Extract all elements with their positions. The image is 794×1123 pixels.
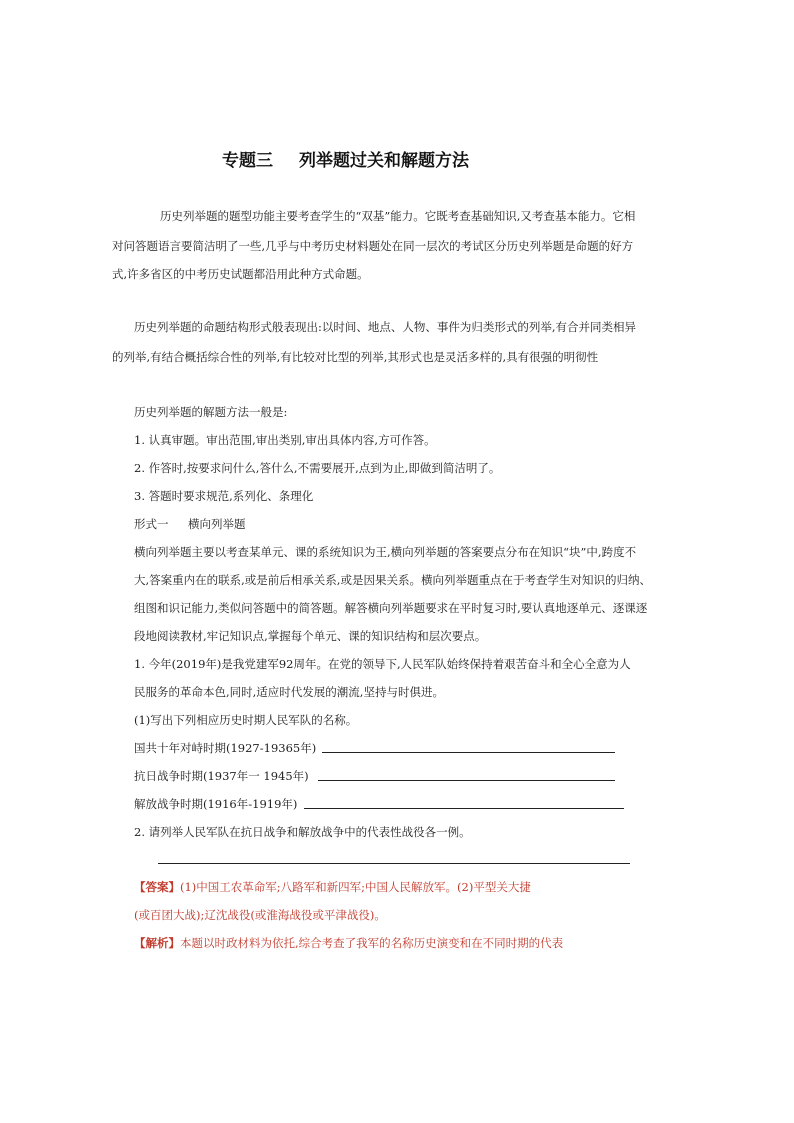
- intro-p2-line2: 的列举,有结合概括综合性的列举,有比较对比型的列举,其形式也是灵活多样的,具有很强的明彻性: [112, 350, 599, 364]
- intro-p1-line2: 对问答题语言要简洁明了一些,几乎与中考历史材料题处在同一层次的考试区分历史列举题是命题的好方: [112, 239, 634, 253]
- form1-label: 形式一: [134, 517, 169, 531]
- answer-tag: 【答案】: [134, 880, 180, 894]
- intro-p2-line1: 历史列举题的命题结构形式般表现出:以时间、地点、人物、事件为归类形式的列举,有合并同类相异: [134, 320, 637, 334]
- analysis-text: 本题以时政材料为依托,综合考查了我军的名称历史演变和在不同时期的代表: [180, 936, 564, 950]
- answer-text-1: (1)中国工农革命军;八路军和新四军;中国人民解放军。(2)平型关大捷: [180, 880, 531, 894]
- title-main: 专题三: [222, 151, 273, 171]
- analysis-line: [134, 936, 563, 950]
- blank-label-1: 国共十年对峙时期(1927-19365年): [134, 741, 317, 755]
- form1-desc-line3: 组图和识记能力,类似问答题中的简答题。解答横向列举题要求在平时复习时,要认真地逐单元、逐课逐: [134, 601, 648, 615]
- question-sub1: (1)写出下列相应历史时期人民军队的名称。: [134, 713, 358, 727]
- form1-desc-line1: 横向列举题主要以考查某单元、课的系统知识为王,横向列举题的答案要点分布在知识“块”中,跨度不: [134, 545, 637, 559]
- form1-desc-line2: 大,答案重内在的联系,或是前后相承关系,或是因果关系。横向列举题重点在于考查学生对知识的归纳、: [134, 573, 651, 587]
- method-step-1: 1. 认真审题。审出范围,审出类别,审出具体内容,方可作答。: [134, 433, 436, 447]
- question-sub2: 2. 请列举人民军队在抗日战争和解放战争中的代表性战役各一例。: [134, 825, 471, 839]
- analysis-tag: 【解析】: [134, 936, 180, 950]
- blank-label-2: 抗日战争时期(1937年一 1945年): [134, 769, 309, 783]
- answer-line1: [134, 880, 531, 894]
- method-heading: 历史列举题的解题方法一般是:: [134, 405, 288, 419]
- method-step-2: 2. 作答时,按要求问什么,答什么,不需要展开,点到为止,即做到简洁明了。: [134, 461, 501, 475]
- answer-line2: (或百团大战);辽沈战役(或淮海战役或平津战役)。: [134, 908, 386, 922]
- form1-name: 横向列举题: [188, 517, 246, 531]
- question-stem-line2: 民服务的革命本色,同时,适应时代发展的潮流,坚持与时俱进。: [134, 685, 444, 699]
- method-step-3: 3. 答题时要求规范,系列化、条理化: [134, 489, 314, 503]
- intro-p1-line1: 历史列举题的题型功能主要考查学生的“双基”能力。它既考查基础知识,又考查基本能力。它相: [160, 209, 636, 223]
- title-sub: 列举题过关和解题方法: [299, 151, 469, 171]
- page-title: [222, 146, 469, 171]
- answer-blank-3[interactable]: [304, 808, 624, 809]
- question-stem-line1: 1. 今年(2019年)是我党建军92周年。在党的领导下,人民军队始终保持着艰苦奋斗和全心全意为人: [134, 657, 631, 671]
- intro-p1-line3: 式,许多省区的中考历史试题都沿用此种方式命题。: [112, 267, 369, 281]
- answer-blank-4[interactable]: [158, 863, 630, 864]
- blank-label-3: 解放战争时期(1916年-1919年): [134, 797, 298, 811]
- form1-desc-line4: 段地阅读教材,牢记知识点,掌握每个单元、课的知识结构和层次要点。: [134, 629, 487, 643]
- answer-blank-1[interactable]: [322, 752, 615, 753]
- answer-blank-2[interactable]: [318, 780, 615, 781]
